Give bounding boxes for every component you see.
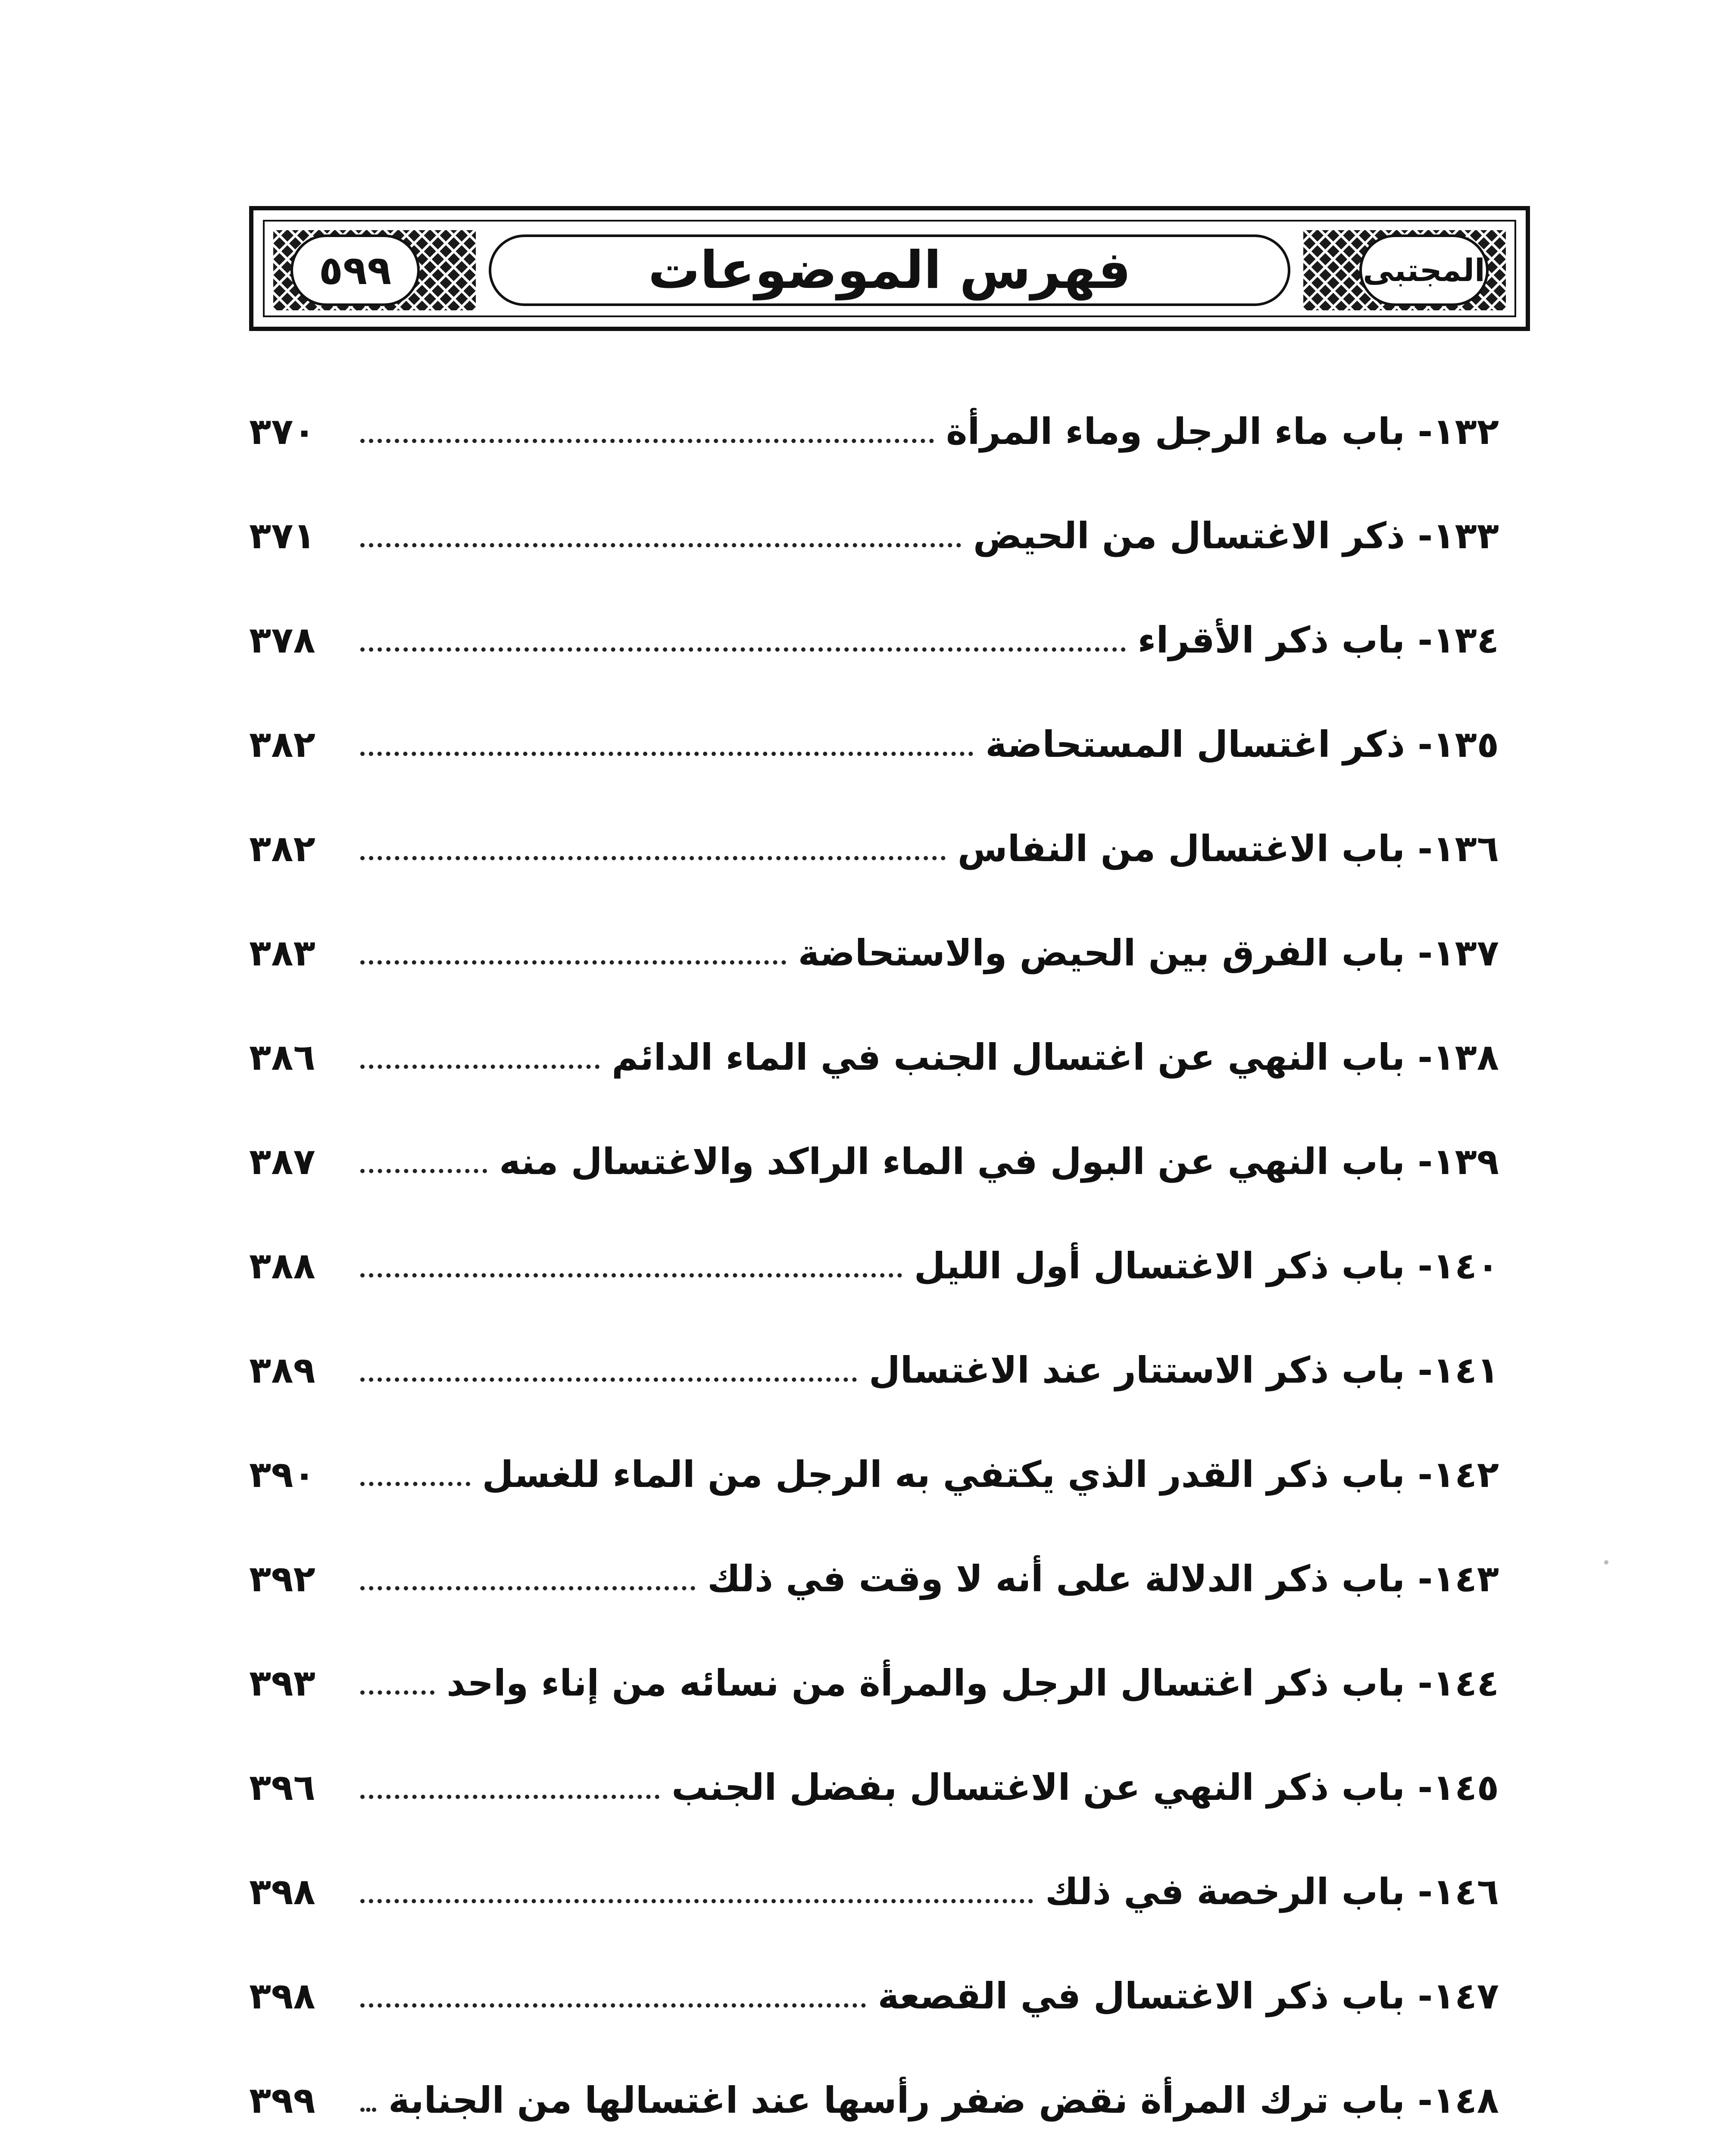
toc-entry-title: ١٣٩- باب النهي عن البول في الماء الراكد والاغتسال منه [499,1140,1499,1183]
toc-dot-leader [360,1690,434,1695]
toc-entry-page: ٣٧٨ [249,619,315,661]
toc-dot-leader [360,1065,599,1069]
toc-entry [249,1214,1499,1318]
toc-dot-leader [360,1482,470,1486]
toc-entry-title: ١٤٣- باب ذكر الدلالة على أنه لا وقت في ذلك [707,1558,1499,1600]
toc-entry [249,1840,1499,1944]
toc-dot-leader [360,2003,866,2008]
toc-entry [249,379,1499,484]
toc-entry-title: ١٣٤- باب ذكر الأقراء [1137,619,1499,661]
toc-entry-page: ٣٧٠ [249,410,315,453]
toc-entry-page: ٣٨٩ [249,1349,315,1391]
toc-entry [249,901,1499,1005]
toc-entry-title: ١٤٢- باب ذكر القدر الذي يكتفي به الرجل من الماء للغسل [482,1453,1499,1496]
toc-entry-page: ٣٩٨ [249,1871,315,1913]
page-title: فهرس الموضوعات [648,240,1131,300]
toc-dot-leader [360,2108,376,2112]
toc-entry-title: ١٣٧- باب الفرق بين الحيض والاستحاضة [798,932,1499,974]
toc-dot-leader [360,1377,857,1382]
toc-entry-page: ٣٩٨ [249,1975,315,2017]
toc-entry-title: ١٤٦- باب الرخصة في ذلك [1045,1871,1499,1913]
toc-entry-page: ٣٩٦ [249,1766,315,1808]
toc-entry-page: ٣٩٢ [249,1558,315,1600]
book-logo-cartouche [1359,234,1489,306]
toc-entry-title: ١٤٤- باب ذكر اغتسال الرجل والمرأة من نسائه من إناء واحد [446,1662,1499,1704]
page-header-frame [249,206,1530,331]
toc-entry [249,692,1499,796]
title-cartouche [489,234,1290,306]
toc-entry [249,1631,1499,1735]
toc-dot-leader [360,439,934,443]
toc-entry-title: ١٣٥- ذكر اغتسال المستحاضة [985,723,1499,765]
header-inner-border [263,220,1516,317]
toc-entry [249,796,1499,901]
toc-entry [249,1944,1499,2048]
page-number-cartouche [290,234,420,306]
toc-entry-title: ١٣٢- باب ماء الرجل وماء المرأة [946,410,1499,453]
page-number: ٥٩٩ [318,247,392,294]
toc-dot-leader [360,647,1126,652]
toc-entry-title: ١٤١- باب ذكر الاستتار عند الاغتسال [868,1349,1499,1391]
toc-dot-leader [360,1899,1033,1903]
toc-entry-page: ٣٨٦ [249,1036,315,1078]
toc-entry [249,1527,1499,1631]
toc-entry-page: ٣٨٨ [249,1245,315,1287]
table-of-contents [249,379,1499,2155]
toc-entry-title: ١٤٥- باب ذكر النهي عن الاغتسال بفضل الجنب [671,1766,1499,1808]
scan-speck [1604,1560,1608,1565]
toc-dot-leader [360,1169,487,1173]
toc-entry-page: ٣٩٠ [249,1453,315,1496]
toc-entry-title: ١٣٣- ذكر الاغتسال من الحيض [973,515,1499,557]
toc-dot-leader [360,856,946,860]
toc-entry [249,1422,1499,1527]
toc-entry [249,1005,1499,1109]
toc-entry-page: ٣٨٣ [249,932,315,974]
toc-entry [249,484,1499,588]
toc-entry [249,2048,1499,2152]
toc-entry-title: ١٣٨- باب النهي عن اغتسال الجنب في الماء الدائم [612,1036,1499,1078]
toc-entry [249,1318,1499,1422]
toc-entry-page: ٣٨٧ [249,1140,315,1183]
toc-dot-leader [360,960,786,965]
toc-dot-leader [360,752,973,756]
toc-entry-page: ٣٨٢ [249,723,315,765]
toc-entry [249,1109,1499,1214]
toc-entry-title: ١٤٧- باب ذكر الاغتسال في القصعة [877,1975,1499,2017]
toc-dot-leader [360,1795,659,1799]
toc-entry [249,2152,1499,2155]
toc-entry-page: ٣٧١ [249,515,315,557]
toc-entry-title: ١٤٠- باب ذكر الاغتسال أول الليل [914,1245,1499,1287]
toc-entry-page: ٣٩٣ [249,1662,315,1704]
toc-entry-page: ٣٨٢ [249,828,315,870]
toc-dot-leader [360,543,961,547]
toc-entry-title: ١٤٨- باب ترك المرأة نقض ضفر رأسها عند اغتسالها من الجنابة [388,2079,1499,2121]
toc-dot-leader [360,1586,695,1590]
toc-entry [249,1735,1499,1840]
book-logo: المجتبى [1363,252,1485,288]
toc-entry-page: ٣٩٩ [249,2079,315,2121]
toc-dot-leader [360,1273,902,1277]
toc-entry-title: ١٣٦- باب الاغتسال من النفاس [957,828,1499,870]
toc-entry [249,588,1499,692]
